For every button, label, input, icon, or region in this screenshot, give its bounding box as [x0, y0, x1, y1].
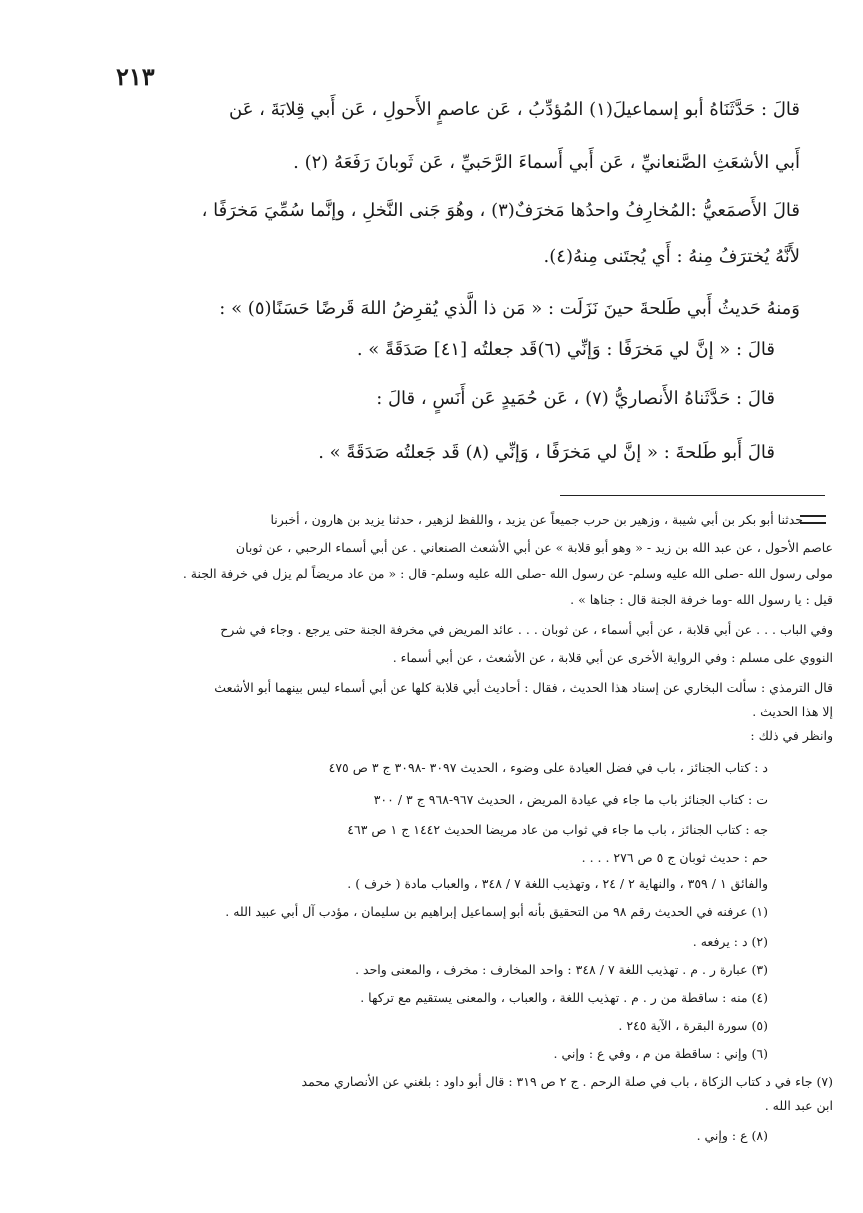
main-text-line: قالَ الأَصمَعيُّ :المُخارِفُ واحدُها مَخرَفٌ(٣) ، وهُوَ جَنى النَّخلِ ، وإنَّما سُمِّيَ مَخرَفًا ، [201, 200, 800, 221]
footnote-line: (٦) وإني : ساقطة من م ، وفي ع : وإني . [553, 1046, 768, 1061]
footnote-line: قيل : يا رسول الله -وما خرفة الجنة قال : جناها » . [570, 592, 833, 607]
footnote-line: (٢) د : يرفعه . [692, 934, 768, 949]
footnote-line: (٤) منه : ساقطة من ر . م . تهذيب اللغة ، والعباب ، والمعنى يستقيم مع تركها . [360, 990, 768, 1005]
main-text-line: لأَنَّهُ يُخترَفُ مِنهُ : أَي يُجتَنى مِنهُ(٤). [543, 246, 800, 267]
main-text-line: قالَ : « إنَّ لي مَخرَفًا : وَإنِّي (٦)قَد جعلتُه [٤١] صَدَقَةً » . [356, 339, 775, 360]
footnote-line: (٥) سورة البقرة ، الآية ٢٤٥ . [618, 1018, 768, 1033]
footnote-line: (٧) جاء في د كتاب الزكاة ، باب في صلة الرحم . ج ٢ ص ٣١٩ : قال أبو داود : بلغني عن الأنصاري محمد [301, 1074, 833, 1089]
footnote-line: إلا هذا الحديث . [752, 704, 833, 719]
reference-line: د : كتاب الجنائز ، باب في فضل العيادة على وضوء ، الحديث ٣٠٩٧ -٣٠٩٨ ج ٣ ص ٤٧٥ [328, 760, 768, 775]
footnote-line: عاصم الأحول ، عن عبد الله بن زيد - « وهو أبو قلابة » عن أبي الأشعث الصنعاني . عن أبي أسماء الرحبي ، عن ثوبان [235, 540, 833, 555]
main-text-line: قالَ : حَدَّثَناهُ الأَنصاريُّ (٧) ، عَن حُمَيدٍ عَن أَنَسٍ ، قالَ : [376, 388, 775, 409]
footnote-line: حدثنا أبو بكر بن أبي شيبة ، وزهير بن حرب جميعاً عن يزيد ، واللفظ لزهير ، حدثنا يزيد بن هارون ، أخبرنا [270, 512, 803, 527]
footnote-line: النووي على مسلم : وفي الرواية الأخرى عن أبي قلابة ، عن الأشعث ، عن أبي أسماء . [392, 650, 833, 665]
footnote-line: (٨) ع : وإني . [696, 1128, 768, 1143]
reference-line: والفائق ١ / ٣٥٩ ، والنهاية ٢ / ٢٤ ، وتهذيب اللغة ٧ / ٣٤٨ ، والعباب مادة ( خرف ) . [347, 876, 768, 891]
page-number: ٢١٣ [116, 62, 155, 91]
main-text-line: قالَ : حَدَّثَنَاهُ أبو إسماعيلَ(١) المُؤدِّبُ ، عَن عاصمٍ الأَحولِ ، عَن أَبي قِلابَةَ ، عَن [229, 99, 800, 120]
footnote-line: مولى رسول الله -صلى الله عليه وسلم- عن رسول الله -صلى الله عليه وسلم- قال : « من عاد مريضاً لم يزل في خرفة الجنة . [182, 566, 833, 581]
footnote-line: وانظر في ذلك : [750, 728, 833, 743]
reference-line: ت : كتاب الجنائز باب ما جاء في عيادة المريض ، الحديث ٩٦٧-٩٦٨ ج ٣ / ٣٠٠ [373, 792, 768, 807]
reference-line: حم : حديث ثوبان ج ٥ ص ٢٧٦ . . . . [581, 850, 768, 865]
footnote-line: (١) عرفنه في الحديث رقم ٩٨ من التحقيق بأنه أبو إسماعيل إبراهيم بن سليمان ، مؤدب آل أبي عبيد الله . [225, 904, 768, 919]
footnote-line: وفي الباب . . . عن أبي قلابة ، عن أبي أسماء ، عن ثوبان . . . عائد المريض في مخرفة الجنة حتى يرجع . وجاء في شرح [220, 622, 833, 637]
main-text-line: قالَ أَبو طَلحةَ : « إنَّ لي مَخرَفًا ، وَإنِّي (٨) قَد جَعلتُه صَدَقَةً » . [318, 442, 775, 463]
main-text-line: أَبي الأشعَثِ الصَّنعانيِّ ، عَن أَبي أَسماءَ الرَّحَبيِّ ، عَن ثَوبانَ رَفَعَهُ (٢) . [293, 152, 800, 173]
main-text-line: وَمنهُ حَديثُ أَبي طَلحةَ حينَ نَزَلَت : « مَن ذا الَّذي يُقرِضُ اللهَ قَرضًا حَسَنًا(٥) » : [219, 298, 800, 319]
footnote-marker [800, 515, 826, 524]
reference-line: جه : كتاب الجنائز ، باب ما جاء في ثواب من عاد مريضا الحديث ١٤٤٢ ج ١ ص ٤٦٣ [347, 822, 768, 837]
footnote-separator [560, 495, 825, 496]
footnote-line: ابن عبد الله . [764, 1098, 833, 1113]
footnote-line: قال الترمذي : سألت البخاري عن إسناد هذا الحديث ، فقال : أحاديث أبي قلابة كلها عن أبي أسماء ليس بينهما أبو الأشعث [214, 680, 833, 695]
footnote-line: (٣) عبارة ر . م . تهذيب اللغة ٧ / ٣٤٨ : واحد المخارف : مخرف ، والمعنى واحد . [355, 962, 768, 977]
